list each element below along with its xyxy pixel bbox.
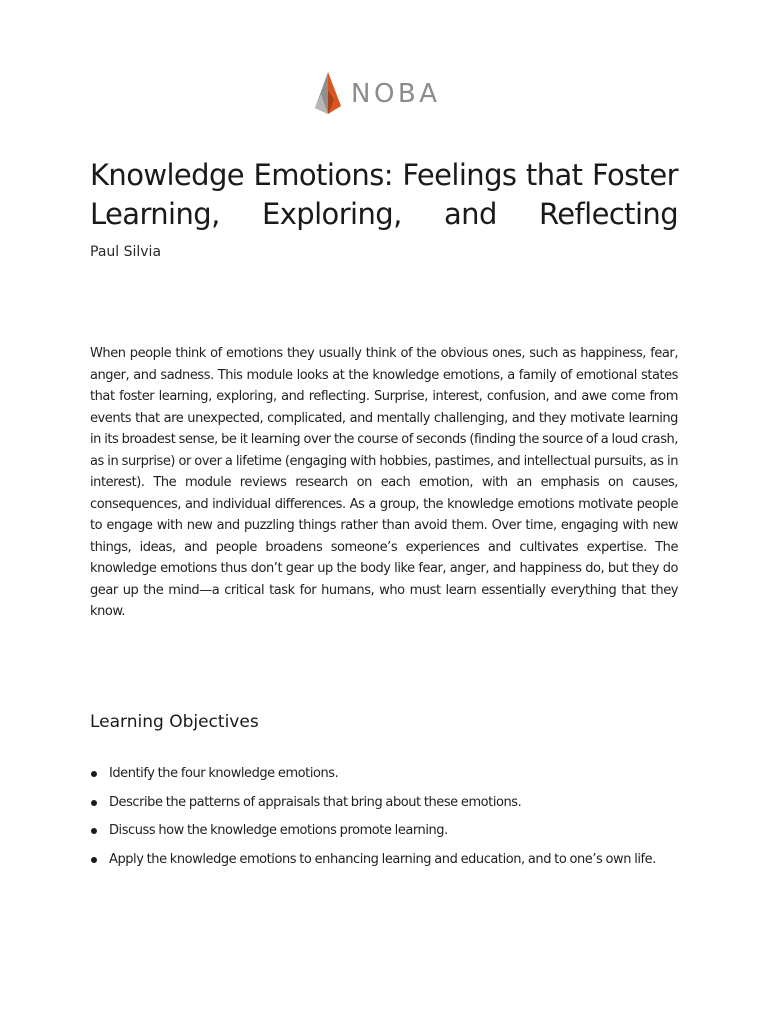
learning-objectives-list (90, 764, 690, 879)
noba-logo[interactable] (312, 70, 462, 116)
learning-objectives-heading: Learning Objectives (90, 712, 259, 732)
bullet-icon (91, 800, 97, 806)
objective-text: Describe the patterns of appraisals that bring about these emotions. (109, 794, 522, 810)
objective-text: Apply the knowledge emotions to enhancing learning and education, and to one’s own life. (109, 852, 656, 868)
list-item (90, 850, 690, 879)
module-abstract: When people think of emotions they usually think of the obvious ones, such as happiness, fear, anger, and sadness. This module looks at the knowledge emotions, a family of emotional states that foster learning, exploring, and reflecting. Surprise, interest, confusion, and awe come from events that are unexpected, complicated, and mentally challenging, and they motivate learning in its broadest sense, be it learning over the course of seconds (finding the source of a loud crash, as in surprise) or over a lifetime (engaging with hobbies, pastimes, and intellectual pursuits, as in interest). The module reviews research on each emotion, with an emphasis on causes, consequences, and individual differences. As a group, the knowledge emotions motivate people to engage with new and puzzling things rather than avoid them. Over time, engaging with new things, ideas, and people broadens someone’s experiences and cultivates expertise. The knowledge emotions thus don’t gear up the body like fear, anger, and happiness do, but they do gear up the mind—a critical task for humans, who must learn essentially everything that they know. (90, 346, 678, 619)
list-item (90, 764, 690, 793)
noba-mark-icon (312, 70, 342, 116)
objective-text: Discuss how the knowledge emotions promote learning. (109, 823, 448, 839)
bullet-icon (91, 857, 97, 863)
bullet-icon (91, 828, 97, 834)
list-item (90, 821, 690, 850)
objective-text: Identify the four knowledge emotions. (109, 766, 339, 781)
bullet-icon (91, 771, 97, 777)
list-item (90, 793, 690, 822)
author-name: Paul Silvia (90, 244, 162, 260)
module-title: Knowledge Emotions: Feelings that Foster Learning, Exploring, and Reflecting (90, 158, 678, 231)
brand-name: NOBA (351, 79, 441, 109)
